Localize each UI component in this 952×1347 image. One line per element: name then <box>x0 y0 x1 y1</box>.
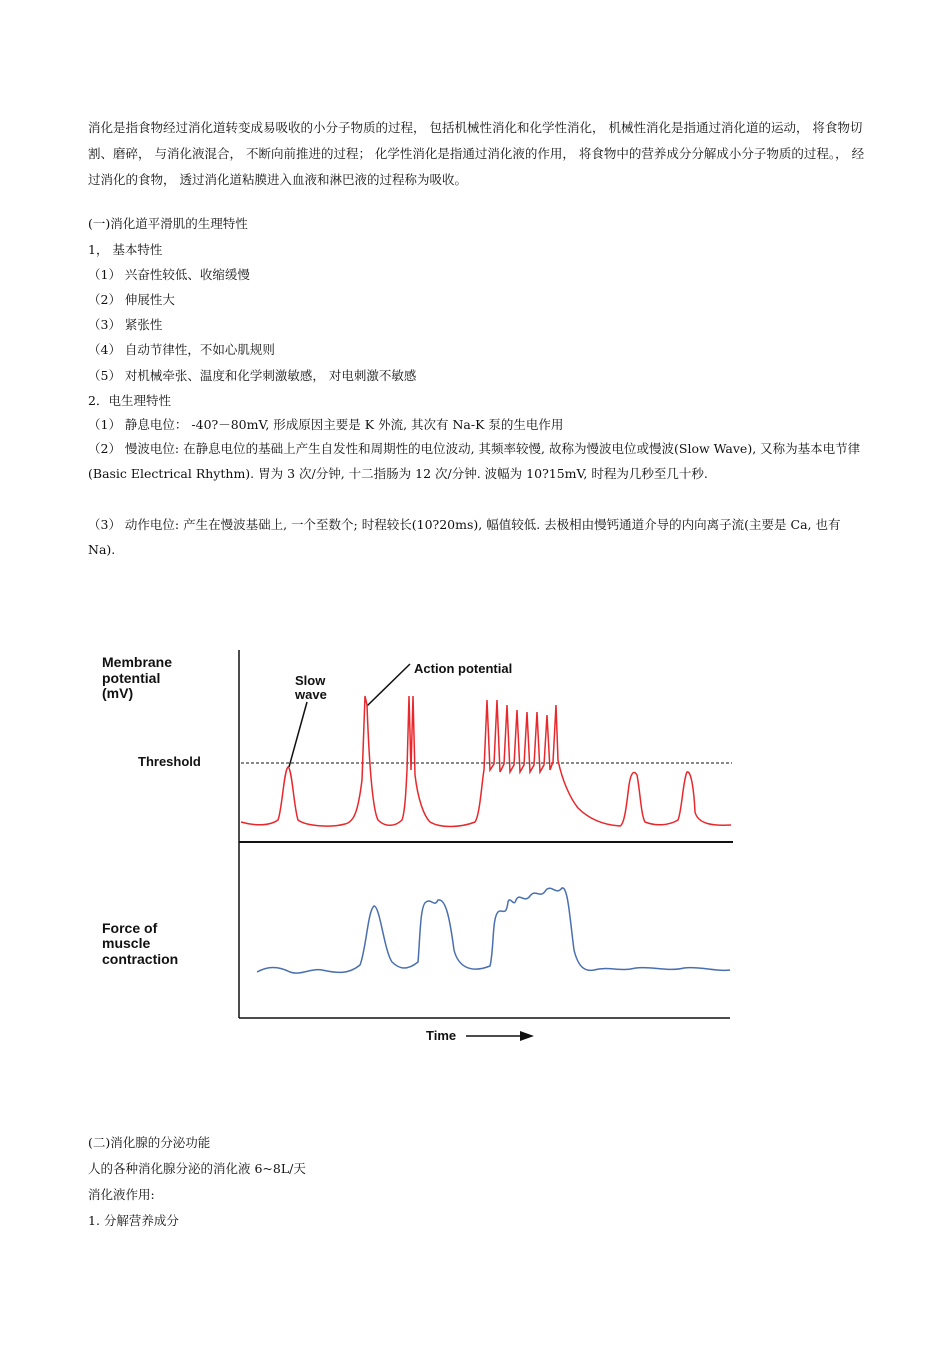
section2-line: 消化液作用: <box>88 1187 155 1202</box>
section2-heading: (二)消化腺的分泌功能 <box>88 1135 211 1150</box>
slow-wave-label-line: Slow <box>295 673 326 688</box>
electro-item: （2） 慢波电位: 在静息电位的基础上产生自发性和周期性的电位波动, 其频率较慢, 故称为慢波电位或慢波(Slow Wave), 又称为基本电节律(Basic Electrical Rhythm). 胃为 3 次/分钟, 十二指肠为 12 次/分钟. 波幅为 10?15mV, 时程为几秒至几十秒. <box>88 441 861 481</box>
intro-paragraph: 消化是指食物经过消化道转变成易吸收的小分子物质的过程， 包括机械性消化和化学性消化， 机械性消化是指通过消化道的运动， 将食物切割、磨碎， 与消化液混合， 不断向前推进的过程； 化学性消化是指通过消化液的作用， 将食物中的营养成分分解成小分子物质的过程。， 经过消化的食物， 透过消化道粘膜进入血液和淋巴液的过程称为吸收。 <box>88 120 865 187</box>
basic-item: （3） 紧张性 <box>88 317 163 332</box>
basic-properties-heading: 1， 基本特性 <box>88 242 163 257</box>
time-label: Time <box>426 1028 457 1043</box>
section2-line: 1. 分解营养成分 <box>88 1213 179 1228</box>
electro-item: （1） 静息电位： -40?－80mV, 形成原因主要是 K 外流, 其次有 Na-K 泵的生电作用 <box>88 417 564 432</box>
basic-item: （4） 自动节律性，不如心肌规则 <box>88 342 275 357</box>
force-label-line: contraction <box>102 951 179 967</box>
section2-line: 人的各种消化腺分泌的消化液 6~8L/天 <box>88 1161 306 1176</box>
force-contraction-trace <box>257 888 730 973</box>
smooth-muscle-figure <box>95 640 755 1050</box>
slow-wave-pointer <box>289 702 307 767</box>
membrane-potential-trace <box>241 696 731 827</box>
membrane-potential-label-line: potential <box>102 670 161 686</box>
time-arrow-head <box>520 1031 534 1041</box>
action-potential-pointer <box>367 664 410 706</box>
action-potential-label: Action potential <box>414 661 513 676</box>
basic-item: （2） 伸展性大 <box>88 292 175 307</box>
membrane-potential-label-line: (mV) <box>102 685 134 701</box>
membrane-potential-label-line: Membrane <box>102 654 173 670</box>
electrophysiology-heading: 2．电生理特性 <box>88 393 171 408</box>
electro-item: （3） 动作电位: 产生在慢波基础上, 一个至数个; 时程较长(10?20ms), 幅值较低. 去极相由慢钙通道介导的内向离子流(主要是 Ca, 也有 Na). <box>88 517 841 557</box>
slow-wave-label-line: wave <box>295 687 327 702</box>
force-label-line: muscle <box>102 935 151 951</box>
force-label-line: Force of <box>102 920 158 936</box>
section1-heading: (一)消化道平滑肌的生理特性 <box>88 216 248 231</box>
basic-item: （5） 对机械牵张、温度和化学刺激敏感， 对电刺激不敏感 <box>88 368 417 383</box>
basic-item: （1） 兴奋性较低、收缩缓慢 <box>88 267 250 282</box>
threshold-label: Threshold <box>138 754 201 769</box>
